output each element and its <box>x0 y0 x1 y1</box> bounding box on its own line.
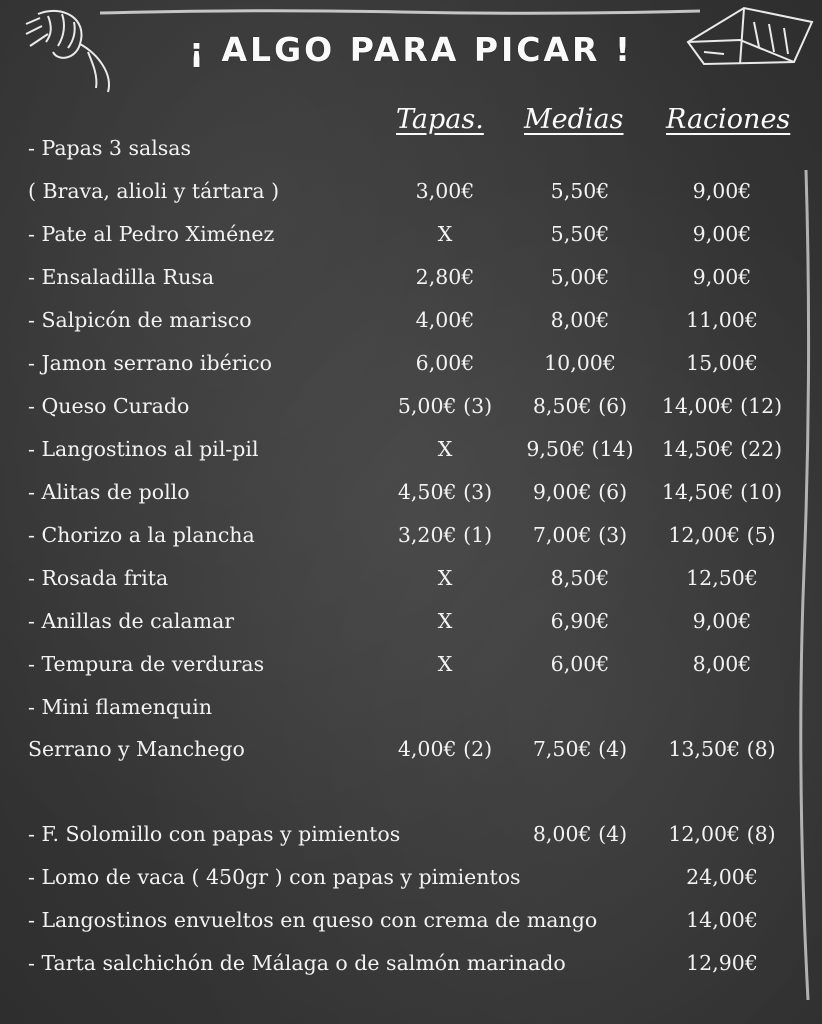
price-tapas: X <box>437 652 453 676</box>
column-header-tapas: Tapas. <box>396 104 484 135</box>
price-medias: 8,50€ <box>550 566 610 590</box>
price-raciones: 9,00€ <box>692 609 752 633</box>
item-name: ( Brava, alioli y tártara ) <box>28 179 280 203</box>
price-raciones: 14,50€ (10) <box>661 480 783 504</box>
menu-item <box>0 480 822 520</box>
item-name: - Anillas de calamar <box>28 609 235 633</box>
menu-item <box>0 394 822 434</box>
menu-item <box>0 222 822 262</box>
price-medias: 5,50€ <box>550 222 610 246</box>
menu-item <box>0 951 822 991</box>
price-raciones: 9,00€ <box>692 222 752 246</box>
item-name: - Papas 3 salsas <box>28 136 192 160</box>
price-medias: 7,50€ (4) <box>532 737 628 761</box>
item-name: - Queso Curado <box>28 394 190 418</box>
item-name: - Lomo de vaca ( 450gr ) con papas y pimientos <box>28 865 521 889</box>
item-name: - Ensaladilla Rusa <box>28 265 215 289</box>
price-raciones: 14,00€ <box>686 908 758 932</box>
price-tapas: 4,00€ (2) <box>397 737 493 761</box>
price-tapas: 4,00€ <box>415 308 475 332</box>
item-name: - Langostinos envueltos en queso con crema de mango <box>28 908 598 932</box>
menu-item <box>0 265 822 305</box>
item-name: - Jamon serrano ibérico <box>28 351 272 375</box>
price-tapas: X <box>437 222 453 246</box>
menu-item <box>0 737 822 777</box>
price-medias: 7,00€ (3) <box>532 523 628 547</box>
price-raciones: 9,00€ <box>692 265 752 289</box>
menu-title: ¡ ALGO PARA PICAR ! <box>188 30 634 69</box>
price-tapas: X <box>437 609 453 633</box>
price-raciones: 8,00€ <box>692 652 752 676</box>
menu-item <box>0 822 822 862</box>
item-name: - Tempura de verduras <box>28 652 265 676</box>
price-medias: 10,00€ <box>544 351 616 375</box>
price-raciones: 12,50€ <box>686 566 758 590</box>
menu-item <box>0 652 822 692</box>
chalk-stroke-top <box>100 8 700 16</box>
price-tapas: 5,00€ (3) <box>397 394 493 418</box>
price-medias: 8,50€ (6) <box>532 394 628 418</box>
menu-item <box>0 308 822 348</box>
item-name: Serrano y Manchego <box>28 737 245 761</box>
price-medias: 5,50€ <box>550 179 610 203</box>
price-medias: 8,00€ (4) <box>532 822 628 846</box>
price-raciones: 9,00€ <box>692 179 752 203</box>
menu-item <box>0 865 822 905</box>
menu-item <box>0 695 822 735</box>
price-raciones: 12,00€ (8) <box>668 822 776 846</box>
price-tapas: 6,00€ <box>415 351 475 375</box>
menu-item <box>0 437 822 477</box>
item-name: - Langostinos al pil-pil <box>28 437 259 461</box>
menu-item <box>0 351 822 391</box>
menu-item <box>0 523 822 563</box>
price-raciones: 14,00€ (12) <box>661 394 783 418</box>
price-raciones: 15,00€ <box>686 351 758 375</box>
price-medias: 8,00€ <box>550 308 610 332</box>
item-name: - F. Solomillo con papas y pimientos <box>28 822 401 846</box>
price-tapas: 3,00€ <box>415 179 475 203</box>
price-medias: 5,00€ <box>550 265 610 289</box>
price-tapas: X <box>437 437 453 461</box>
price-medias: 6,00€ <box>550 652 610 676</box>
price-tapas: 3,20€ (1) <box>397 523 493 547</box>
menu-item <box>0 179 822 219</box>
item-name: - Chorizo a la plancha <box>28 523 255 547</box>
price-raciones: 12,90€ <box>686 951 758 975</box>
price-medias: 9,00€ (6) <box>532 480 628 504</box>
price-raciones: 11,00€ <box>686 308 758 332</box>
price-medias: 9,50€ (14) <box>526 437 634 461</box>
price-raciones: 12,00€ (5) <box>668 523 776 547</box>
menu-item <box>0 136 822 176</box>
price-tapas: 2,80€ <box>415 265 475 289</box>
menu-item <box>0 908 822 948</box>
price-tapas: X <box>437 566 453 590</box>
menu-item <box>0 566 822 606</box>
menu-item <box>0 609 822 649</box>
price-raciones: 24,00€ <box>686 865 758 889</box>
price-raciones: 13,50€ (8) <box>668 737 776 761</box>
column-header-medias: Medias <box>524 104 624 135</box>
item-name: - Rosada frita <box>28 566 169 590</box>
price-raciones: 14,50€ (22) <box>661 437 783 461</box>
item-name: - Pate al Pedro Ximénez <box>28 222 275 246</box>
item-name: - Tarta salchichón de Málaga o de salmón marinado <box>28 951 566 975</box>
item-name: - Salpicón de marisco <box>28 308 252 332</box>
column-header-raciones: Raciones <box>666 104 791 135</box>
item-name: - Alitas de pollo <box>28 480 190 504</box>
price-tapas: 4,50€ (3) <box>397 480 493 504</box>
item-name: - Mini flamenquin <box>28 695 213 719</box>
price-medias: 6,90€ <box>550 609 610 633</box>
